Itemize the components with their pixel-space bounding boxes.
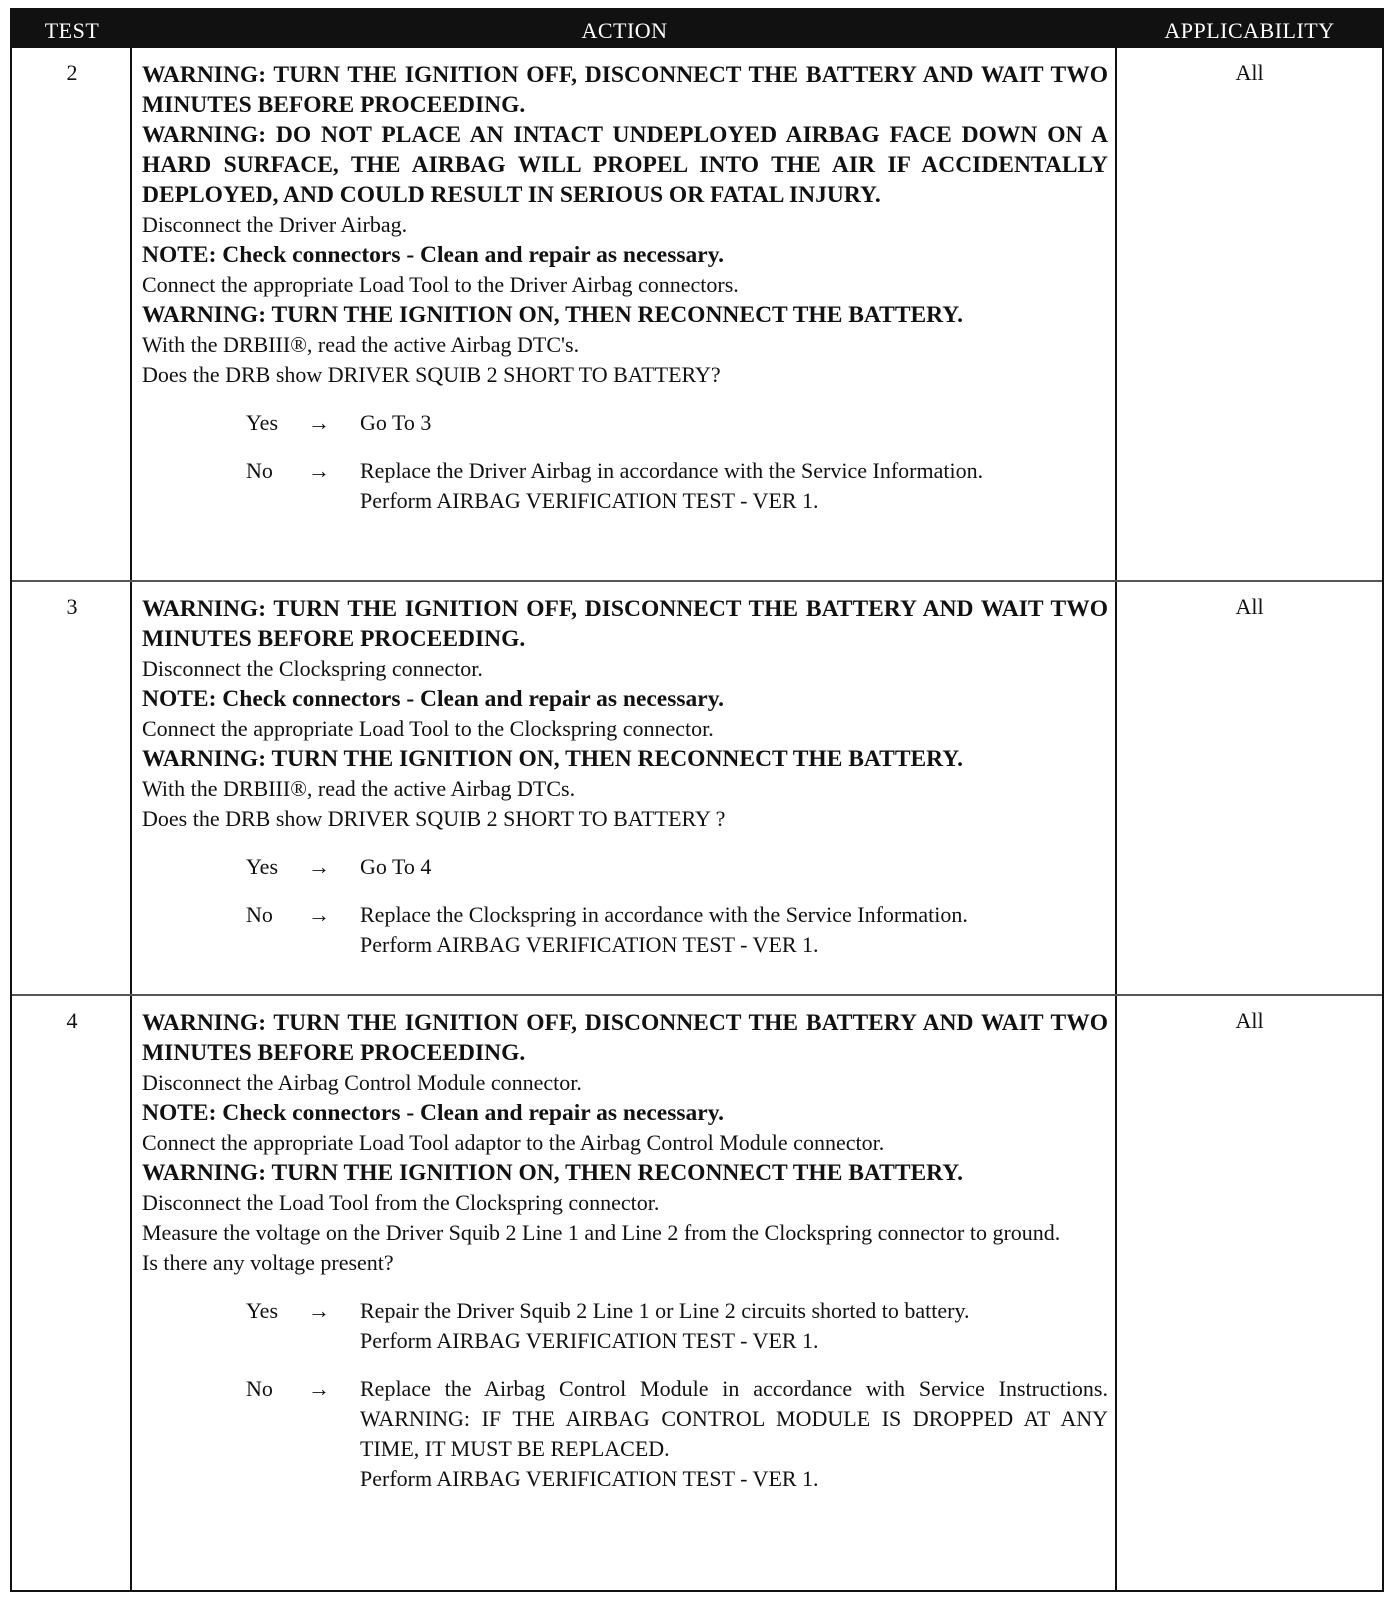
no-branch [142, 900, 1108, 960]
yes-label: Yes [246, 410, 279, 435]
action-step: Disconnect the Clockspring connector. [142, 656, 483, 681]
table-row [12, 48, 1382, 580]
warning-text: WARNING: DO NOT PLACE AN INTACT UNDEPLOYED AIRBAG FACE DOWN ON A HARD SURFACE, THE AIRBAG WILL PROPEL INTO THE AIR IF ACCIDENTALLY DEPLOYED, AND COULD RESULT IN SERIOUS OR FATAL INJURY. [142, 122, 1108, 208]
action-step: Disconnect the Airbag Control Module connector. [142, 1070, 582, 1095]
yes-branch [142, 408, 1108, 438]
warning-text: WARNING: TURN THE IGNITION OFF, DISCONNECT THE BATTERY AND WAIT TWO MINUTES BEFORE PROCEEDING. [142, 62, 1108, 118]
no-label: No [246, 1376, 273, 1401]
arrow-icon: → [308, 1298, 330, 1323]
warning-text: WARNING: TURN THE IGNITION OFF, DISCONNECT THE BATTERY AND WAIT TWO MINUTES BEFORE PROCEEDING. [142, 1010, 1108, 1066]
applicability-value: All [1235, 1008, 1264, 1033]
arrow-icon: → [308, 410, 330, 435]
yes-result: Repair the Driver Squib 2 Line 1 or Line 2 circuits shorted to battery. [360, 1298, 970, 1323]
test-number: 3 [66, 594, 78, 619]
action-step: Connect the appropriate Load Tool adaptor to the Airbag Control Module connector. [142, 1130, 885, 1155]
diagnostic-table [10, 8, 1384, 1592]
table-row [12, 996, 1382, 1590]
test-number: 4 [66, 1008, 78, 1033]
action-step: Disconnect the Driver Airbag. [142, 212, 408, 237]
no-label: No [246, 902, 273, 927]
warning-text: WARNING: TURN THE IGNITION ON, THEN RECONNECT THE BATTERY. [142, 1160, 963, 1186]
action-step: With the DRBIII®, read the active Airbag DTCs. [142, 776, 576, 801]
no-label: No [246, 458, 273, 483]
verification-step: Perform AIRBAG VERIFICATION TEST - VER 1. [360, 1328, 819, 1353]
action-cell [142, 60, 1108, 516]
action-cell [142, 594, 1108, 960]
no-result: Replace the Airbag Control Module in accordance with Service Instructions. WARNING: IF THE AIRBAG CONTROL MODULE IS DROPPED AT ANY TIME, IT MUST BE REPLACED. [360, 1376, 1108, 1461]
action-step: Disconnect the Load Tool from the Clockspring connector. [142, 1190, 660, 1215]
applicability-value: All [1235, 594, 1264, 619]
verification-step: Perform AIRBAG VERIFICATION TEST - VER 1. [360, 932, 819, 957]
yes-label: Yes [246, 854, 279, 879]
question-text: Does the DRB show DRIVER SQUIB 2 SHORT TO BATTERY? [142, 362, 721, 387]
verification-step: Perform AIRBAG VERIFICATION TEST - VER 1. [360, 488, 819, 513]
table-row [12, 582, 1382, 994]
no-result: Replace the Clockspring in accordance with the Service Information. [360, 902, 968, 927]
arrow-icon: → [308, 902, 330, 927]
note-text: NOTE: Check connectors - Clean and repair as necessary. [142, 686, 725, 712]
action-step: Connect the appropriate Load Tool to the Clockspring connector. [142, 716, 714, 741]
no-branch [142, 456, 1108, 516]
test-number: 2 [66, 60, 78, 85]
header-applicability: APPLICABILITY [1164, 18, 1335, 43]
arrow-icon: → [308, 854, 330, 879]
action-step: With the DRBIII®, read the active Airbag DTC's. [142, 332, 580, 357]
note-text: NOTE: Check connectors - Clean and repair as necessary. [142, 242, 725, 268]
note-text: NOTE: Check connectors - Clean and repair as necessary. [142, 1100, 725, 1126]
warning-text: WARNING: TURN THE IGNITION ON, THEN RECONNECT THE BATTERY. [142, 302, 963, 328]
no-branch [142, 1374, 1108, 1494]
yes-branch [142, 852, 1108, 882]
action-step: Measure the voltage on the Driver Squib 2 Line 1 and Line 2 from the Clockspring connector to ground. [142, 1220, 1061, 1245]
yes-result: Go To 3 [360, 410, 432, 435]
no-result: Replace the Driver Airbag in accordance with the Service Information. [360, 458, 984, 483]
yes-label: Yes [246, 1298, 279, 1323]
arrow-icon: → [308, 458, 330, 483]
yes-branch [142, 1296, 1108, 1356]
action-step: Connect the appropriate Load Tool to the Driver Airbag connectors. [142, 272, 739, 297]
warning-text: WARNING: TURN THE IGNITION ON, THEN RECONNECT THE BATTERY. [142, 746, 963, 772]
verification-step: Perform AIRBAG VERIFICATION TEST - VER 1. [360, 1466, 819, 1491]
applicability-value: All [1235, 60, 1264, 85]
table-header [12, 10, 1382, 48]
action-cell [142, 1008, 1108, 1494]
question-text: Is there any voltage present? [142, 1250, 394, 1275]
question-text: Does the DRB show DRIVER SQUIB 2 SHORT TO BATTERY ? [142, 806, 726, 831]
header-test: TEST [44, 18, 100, 43]
header-action: ACTION [581, 18, 668, 43]
arrow-icon: → [308, 1376, 330, 1401]
yes-result: Go To 4 [360, 854, 432, 879]
warning-text: WARNING: TURN THE IGNITION OFF, DISCONNECT THE BATTERY AND WAIT TWO MINUTES BEFORE PROCEEDING. [142, 596, 1108, 652]
